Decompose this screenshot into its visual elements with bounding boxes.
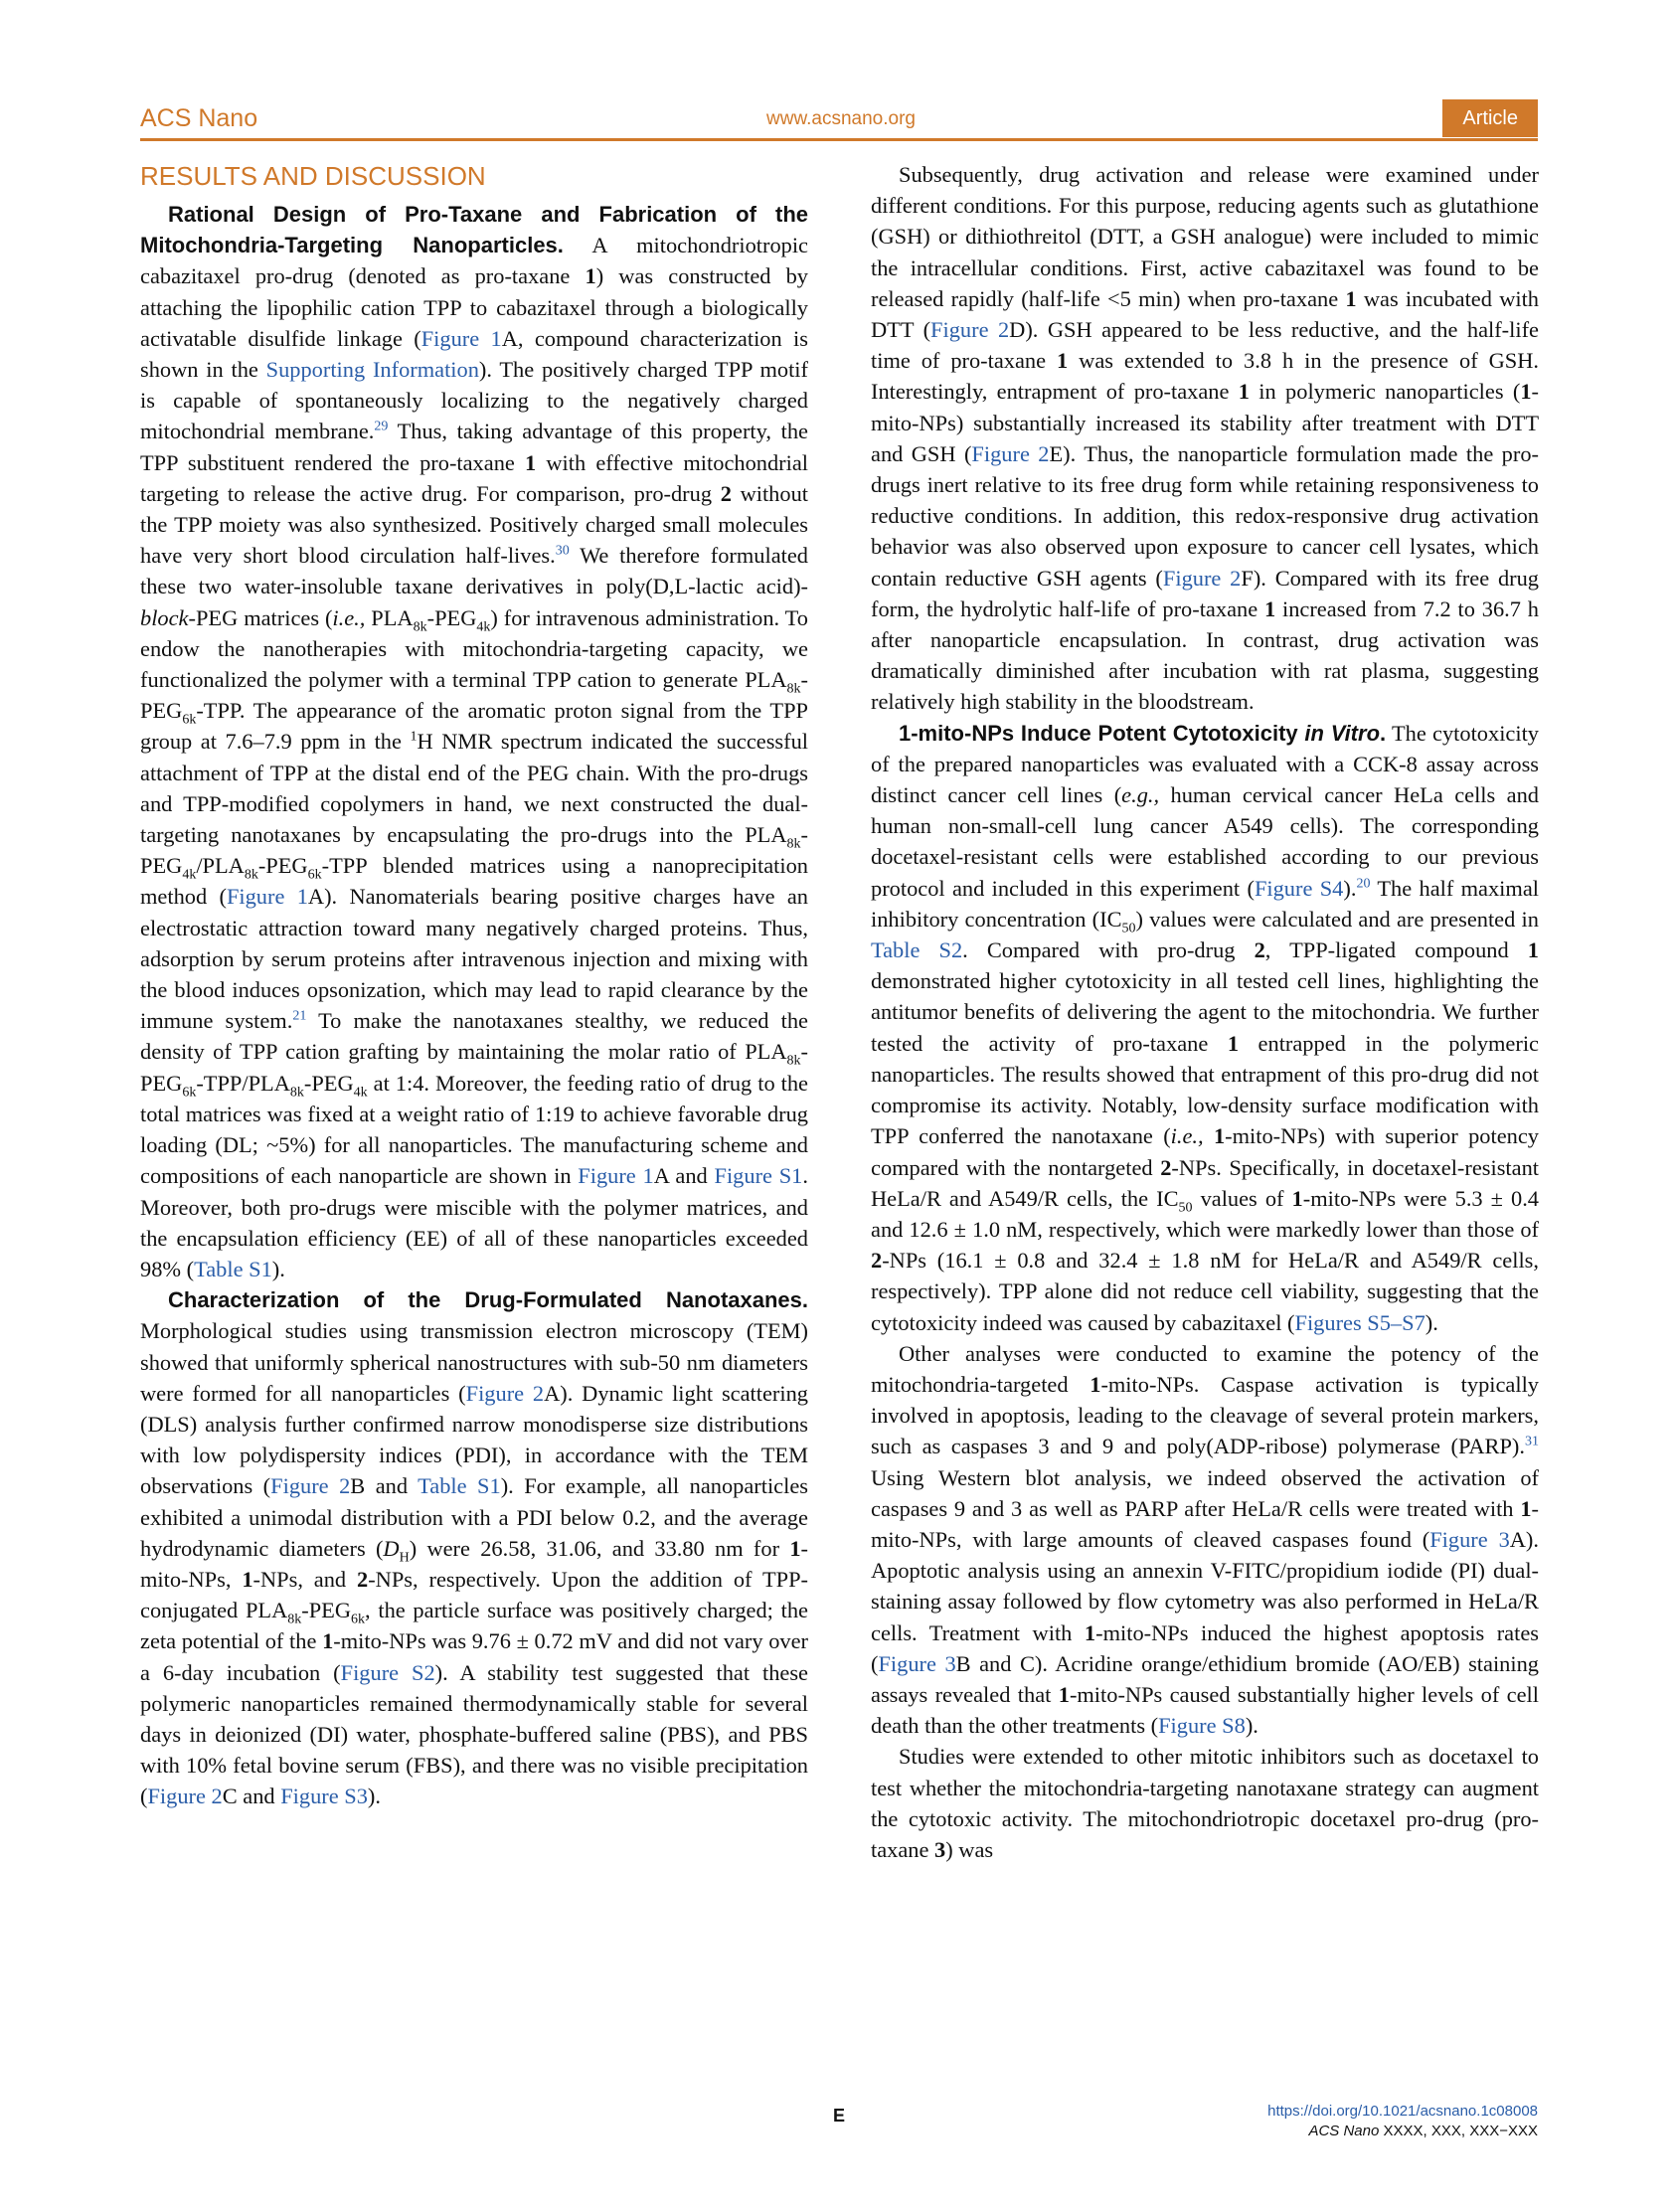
figure-link[interactable]: Figure 1 bbox=[578, 1163, 654, 1189]
paragraph-characterization: Characterization of the Drug-Formulated Nanotaxanes. Morphological studies using transmission electron microscopy (TEM) showed that uniformly spherical nanostructures with sub-50 nm diameters were formed for all nanoparticles (Figure 2A). Dynamic light scattering (DLS) analysis further confirmed narrow monodisperse size distributions with low polydispersity indices (PDI), in accordance with the TEM observations (Figure 2B and Table S1). For example, all nanoparticles exhibited a unimodal distribution with a PDI below 0.2, and the average hydrodynamic diameters $(D_H)$ were 26.58, 31.06, and 33.80 nm for 1-mito-NPs, 1-NPs, and 2-NPs, respectively. Upon the addition of TPP-conjugated $PLA_{8k}-PEG_{6k}$, the particle surface was positively charged; the zeta potential of the 1-mito-NPs was 9.76 ± 0.72 mV and did not vary over a 6-day incubation (Figure S2). A stability test suggested that these polymeric nanoparticles remained thermodynamically stable for several days in deionized (DI) water, phosphate-buffered saline (PBS), and PBS with 10% fetal bovine serum (FBS), and there was no visible precipitation (Figure 2C and Figure S3). bbox=[140, 1287, 809, 1809]
right-column bbox=[871, 159, 1539, 1865]
figure-link[interactable]: Figures S5–S7 bbox=[1294, 1309, 1425, 1335]
reference-link[interactable]: 29 bbox=[374, 419, 389, 434]
citation-line: ACS Nano XXXX, XXX, XXX−XXX bbox=[1308, 2123, 1538, 2139]
figure-link[interactable]: Figure 2 bbox=[930, 317, 1010, 343]
journal-name: ACS Nano bbox=[140, 104, 258, 132]
subsection-heading: 1-mito-NPs Induce Potent Cytotoxicity in Vitro. bbox=[899, 720, 1387, 746]
table-link[interactable]: Table S1 bbox=[194, 1256, 272, 1281]
figure-link[interactable]: Figure 1 bbox=[226, 884, 308, 910]
reference-link[interactable]: 30 bbox=[555, 543, 570, 559]
paragraph-apoptosis: Other analyses were conducted to examine the potency of the mitochondria-targeted 1-mito-NPs. Caspase activation is typically involved in apoptosis, leading to the cleavage of several protein markers, such as caspases 3 and 9 and poly(ADP-ribose) polymerase (PARP).$^{31}$ Using Western blot analysis, we indeed observed the activation of caspases 9 and 3 as well as PARP after HeLa/R cells were treated with 1-mito-NPs, with large amounts of cleaved caspases found (Figure 3A). Apoptotic analysis using an annexin V-FITC/propidium iodide (PI) dual-staining assay followed by flow cytometry was also performed in HeLa/R cells. Treatment with 1-mito-NPs induced the highest apoptosis rates (Figure 3B and C). Acridine orange/ethidium bromide (AO/EB) staining assays revealed that 1-mito-NPs caused substantially higher levels of cell death than the other treatments (Figure S8). bbox=[871, 1340, 1539, 1739]
figure-link[interactable]: Figure S1 bbox=[714, 1163, 803, 1189]
figure-link[interactable]: Figure 2 bbox=[465, 1380, 545, 1406]
figure-link[interactable]: Figure S2 bbox=[340, 1659, 435, 1685]
figure-link[interactable]: Figure S4 bbox=[1254, 875, 1344, 901]
subsection-heading: Characterization of the Drug-Formulated Nanotaxanes. bbox=[168, 1287, 808, 1313]
journal-url-link[interactable]: www.acsnano.org bbox=[766, 108, 916, 129]
page-letter: E bbox=[833, 2106, 846, 2126]
figure-link[interactable]: Figure 2 bbox=[971, 440, 1050, 466]
reference-link[interactable]: 31 bbox=[1525, 1434, 1539, 1449]
figure-link[interactable]: Figure 2 bbox=[147, 1784, 223, 1809]
paragraph-rational-design: Rational Design of Pro-Taxane and Fabrication of the Mitochondria-Targeting Nanoparticles. A mitochondriotropic cabazitaxel pro-drug (denoted as pro-taxane 1) was constructed by attaching the lipophilic cation TPP to cabazitaxel through a biologically activatable disulfide linkage (Figure 1A, compound characterization is shown in the Supporting Information). The positively charged TPP motif is capable of spontaneously localizing to the negatively charged mitochondrial membrane.$^{29}$ Thus, taking advantage of this property, the TPP substituent rendered the pro-taxane 1 with effective mitochondrial targeting to release the active drug. For comparison, pro-drug 2 without the TPP moiety was also synthesized. Positively charged small molecules have very short blood circulation half-lives.$^{30}$ We therefore formulated these two water-insoluble taxane derivatives in poly(D,L-lactic acid)-block-PEG matrices (i.e., $PLA_{8k}-PEG_{4k}$) for intravenous administration. To endow the nanotherapies with mitochondria-targeting capacity, we functionalized the polymer with a terminal TPP cation to generate $PLA_{8k}-PEG_{6k}$-TPP. The appearance of the aromatic proton signal from the TPP group at 7.6–7.9 ppm in the $^1$H NMR spectrum indicated the successful attachment of TPP at the distal end of the PEG chain. With the pro-drugs and TPP-modified copolymers in hand, we next constructed the dual-targeting nanotaxanes by encapsulating the pro-drugs into the $PLA_{8k}-PEG_{4k}/PLA_{8k}-PEG_{6k}$-TPP blended matrices using a nanoprecipitation method (Figure 1A). Nanomaterials bearing positive charges have an electrostatic attraction toward many negatively charged proteins. Thus, adsorption by serum proteins after intravenous injection and mixing with the blood induces opsonization, which may lead to rapid clearance by the immune system.$^{21}$ To make the nanotaxanes stealthy, we reduced the density of TPP cation grafting by maintaining the molar ratio of $PLA_{8k}-PEG_{6k}-TPP/PLA_{8k}-PEG_{4k}$ at 1:4. Moreover, the feeding ratio of drug to the total matrices was fixed at a weight ratio of 1:19 to achieve favorable drug loading (DL; ~5%) for all nanoparticles. The manufacturing scheme and compositions of each nanoparticle are shown in Figure 1A and Figure S1. Moreover, both pro-drugs were miscible with the polymer matrices, and the encapsulation efficiency (EE) of all of these nanoparticles exceeded 98% (Table S1). bbox=[140, 202, 809, 1281]
article-type-badge: Article bbox=[1442, 99, 1538, 137]
left-column bbox=[140, 159, 808, 1812]
reference-link[interactable]: 21 bbox=[292, 1008, 307, 1024]
paragraph-drug-activation: Subsequently, drug activation and release were examined under different conditions. For this purpose, reducing agents such as glutathione (GSH) or dithiothreitol (DTT, a GSH analogue) were included to mimic the intracellular conditions. First, active cabazitaxel was found to be released rapidly (half-life <5 min) when pro-taxane 1 was incubated with DTT (Figure 2D). GSH appeared to be less reductive, and the half-life time of pro-taxane 1 was extended to 3.8 h in the presence of GSH. Interestingly, entrapment of pro-taxane 1 in polymeric nanoparticles (1-mito-NPs) substantially increased its stability after treatment with DTT and GSH (Figure 2E). Thus, the nanoparticle formulation made the pro-drugs inert relative to its free drug form while retaining responsiveness to reductive conditions. In addition, this redox-responsive drug activation behavior was also observed upon exposure to cancer cell lysates, which contain reductive GSH agents (Figure 2F). Compared with its free drug form, the hydrolytic half-life of pro-taxane 1 increased from 7.2 to 36.7 h after nanoparticle encapsulation. In contrast, drug activation was dramatically diminished after incubation with rat plasma, suggesting relatively high stability in the bloodstream. bbox=[871, 162, 1540, 715]
figure-link[interactable]: Figure 3 bbox=[1429, 1526, 1510, 1552]
page-footer bbox=[1267, 2102, 1538, 2141]
figure-link[interactable]: Figure 3 bbox=[878, 1650, 956, 1676]
page-header bbox=[140, 102, 1538, 141]
subsection-heading: Rational Design of Pro-Taxane and Fabrication of the Mitochondria-Targeting Nanoparticles. bbox=[140, 202, 808, 258]
section-title: RESULTS AND DISCUSSION bbox=[140, 161, 486, 191]
figure-link[interactable]: Figure 2 bbox=[270, 1473, 351, 1499]
supporting-info-link[interactable]: Supporting Information bbox=[265, 357, 479, 383]
reference-link[interactable]: 20 bbox=[1356, 876, 1371, 892]
paragraph-cytotoxicity: 1-mito-NPs Induce Potent Cytotoxicity in Vitro. The cytotoxicity of the prepared nanoparticles was evaluated with a CCK-8 assay across distinct cancer cell lines (e.g., human cervical cancer HeLa cells and human non-small-cell lung cancer A549 cells). The corresponding docetaxel-resistant cells were established according to our previous protocol and included in this experiment (Figure S4).$^{20}$ The half maximal inhibitory concentration $(IC_{50})$ values were calculated and are presented in Table S2. Compared with pro-drug 2, TPP-ligated compound 1 demonstrated higher cytotoxicity in all tested cell lines, highlighting the antitumor benefits of delivering the agent to the mitochondria. We further tested the activity of pro-taxane 1 entrapped in the polymeric nanoparticles. The results showed that entrapment of this pro-drug did not compromise its activity. Notably, low-density surface modification with TPP conferred the nanotaxane (i.e., 1-mito-NPs) with superior potency compared with the nontargeted 2-NPs. Specifically, in docetaxel-resistant HeLa/R and A549/R cells, the $IC_{50}$ values of 1-mito-NPs were 5.3 ± 0.4 and 12.6 ± 1.0 nM, respectively, which were markedly lower than those of 2-NPs (16.1 ± 0.8 and 32.4 ± 1.8 nM for HeLa/R and A549/R cells, respectively). TPP alone did not reduce cell viability, suggesting that the cytotoxicity indeed was caused by cabazitaxel (Figures S5–S7). bbox=[871, 720, 1540, 1335]
table-link[interactable]: Table S2 bbox=[871, 937, 963, 963]
figure-link[interactable]: Figure S3 bbox=[280, 1784, 368, 1809]
paragraph-docetaxel: Studies were extended to other mitotic inhibitors such as docetaxel to test whether the mitochondria-targeting nanotaxane strategy can augment the cytotoxic activity. The mitochondriotropic docetaxel pro-drug (pro-taxane 3) was bbox=[871, 1744, 1539, 1862]
figure-link[interactable]: Figure S8 bbox=[1158, 1713, 1246, 1739]
doi-link[interactable]: https://doi.org/10.1021/acsnano.1c08008 bbox=[1267, 2103, 1538, 2120]
figure-link[interactable]: Figure 2 bbox=[1162, 565, 1242, 591]
table-link[interactable]: Table S1 bbox=[418, 1473, 501, 1499]
figure-link[interactable]: Figure 1 bbox=[420, 325, 502, 351]
